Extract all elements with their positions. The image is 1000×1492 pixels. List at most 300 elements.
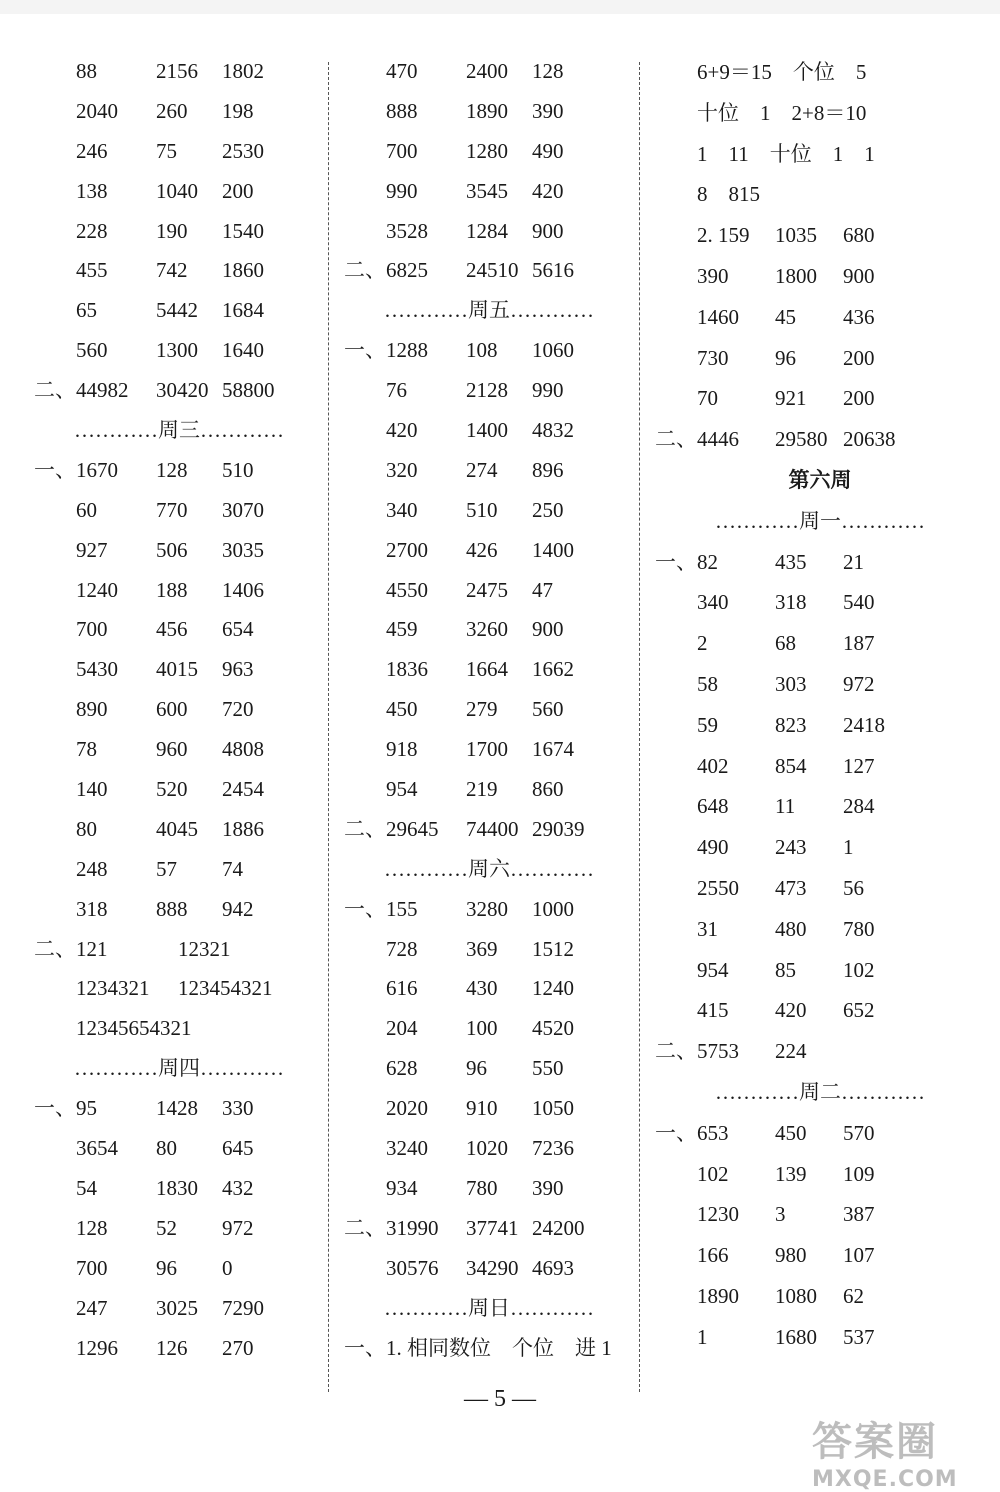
question-label: 二、 [655,1039,697,1064]
answer-row [655,297,985,338]
answer-value: 78 [76,737,97,762]
answer-value: 1240 [532,976,574,1001]
answer-row [344,610,634,650]
answer-value: 1700 [466,737,508,762]
answer-value: 58800 [222,378,275,403]
answer-value: 1540 [222,218,264,243]
answer-value: 980 [775,1243,807,1268]
answer-value: 204 [386,1016,418,1041]
answer-row [655,786,985,827]
answer-value: 1512 [532,936,574,961]
answer-value: 7236 [532,1136,574,1161]
answer-text: 十位 1 2+8＝10 [697,100,867,125]
answer-value: 972 [843,671,875,696]
answer-value: 415 [697,998,729,1023]
answer-value: 1080 [775,1283,817,1308]
answer-value: 1664 [466,657,508,682]
answer-value: 2400 [466,59,508,83]
answer-value: 1830 [156,1175,198,1200]
answer-row [655,582,985,623]
answer-row [344,92,634,132]
answer-value: 2128 [466,378,508,403]
answer-value: 219 [466,777,498,802]
answer-value: 390 [697,263,729,288]
answer-value: 3240 [386,1136,428,1161]
answer-row [344,930,634,970]
answer-value: 652 [843,998,875,1023]
answer-value: 2700 [386,537,428,562]
answer-value: 2550 [697,875,739,900]
answer-row [655,419,985,460]
answer-row [655,868,985,909]
answer-value: 44982 [76,378,129,403]
answer-value: 1406 [222,577,264,602]
answer-row [344,1129,634,1169]
answer-row [34,650,324,690]
answer-value: 918 [386,737,418,762]
answer-value: 318 [775,590,807,615]
answer-row [655,215,985,256]
answer-value: 888 [156,896,188,921]
answer-row [344,451,634,491]
watermark-line-1: 答案圈 [812,1419,938,1465]
answer-value: 3545 [466,178,508,203]
answer-row [655,746,985,787]
answer-value: 1050 [532,1096,574,1121]
answer-value: 7290 [222,1295,264,1320]
question-label: 二、 [655,427,697,452]
answer-value: 5616 [532,258,574,283]
section-header: …………周四………… [74,1056,284,1081]
page-number: — 5 — [464,1386,536,1412]
answer-value: 0 [222,1255,233,1280]
question-label: 二、 [34,378,76,403]
answer-value: 854 [775,753,807,778]
answer-row [34,969,324,1009]
answer-row [344,690,634,730]
section-header: …………周六………… [384,856,594,881]
answer-value: 284 [843,794,875,819]
answer-row [344,531,634,571]
answer-row [34,1009,324,1049]
answer-value: 74 [222,856,243,881]
answer-row [344,52,634,92]
answer-value: 96 [775,345,796,370]
answer-row [655,827,985,868]
answer-value: 432 [222,1175,254,1200]
answer-text: 8 815 [697,182,760,207]
answer-row [34,1209,324,1249]
answer-value: 65 [76,298,97,323]
answer-row [34,92,324,132]
answer-value: 228 [76,218,108,243]
answer-row [34,1089,324,1129]
answer-row [655,1113,985,1154]
answer-value: 1035 [775,223,817,248]
answer-value: 127 [843,753,875,778]
answer-value: 70 [697,386,718,411]
answer-row [344,331,634,371]
answer-value: 2530 [222,138,264,163]
section-header: …………周日………… [384,1295,594,1320]
answer-value: 450 [775,1120,807,1145]
answer-value: 1400 [532,537,574,562]
answer-value: 680 [843,223,875,248]
answer-value: 128 [532,59,564,83]
answer-value: 248 [76,856,108,881]
answer-value: 243 [775,835,807,860]
answer-value: 34290 [466,1255,519,1280]
answer-value: 76 [386,378,407,403]
answer-column-1 [34,52,324,1368]
answer-value: 540 [843,590,875,615]
answer-value: 188 [156,577,188,602]
answer-value: 3528 [386,218,428,243]
answer-value: 2156 [156,59,198,83]
answer-value: 435 [775,549,807,574]
question-label: 一、 [34,1096,76,1121]
answer-row [34,331,324,371]
answer-value: 954 [697,957,729,982]
answer-row [34,610,324,650]
answer-value: 1 [697,1324,708,1349]
answer-value: 279 [466,697,498,722]
answer-value: 1800 [775,263,817,288]
answer-row [34,770,324,810]
answer-value: 960 [156,737,188,762]
answer-value: 260 [156,98,188,123]
answer-value: 198 [222,98,254,123]
answer-value: 1296 [76,1335,118,1360]
answer-row [344,132,634,172]
answer-value: 140 [76,777,108,802]
answer-value: 3070 [222,497,264,522]
answer-value: 20638 [843,427,896,452]
section-header: …………周三………… [74,418,284,443]
answer-row [344,1009,634,1049]
answer-value: 550 [532,1056,564,1081]
answer-value: 560 [76,338,108,363]
answer-row [655,664,985,705]
answer-value: 2040 [76,98,118,123]
answer-value: 12345654321 [76,1016,192,1041]
answer-value: 247 [76,1295,108,1320]
answer-value: 250 [532,497,564,522]
answer-value: 37741 [466,1215,519,1240]
answer-value: 102 [697,1161,729,1186]
answer-value: 1460 [697,304,739,329]
answer-value: 2 [697,631,708,656]
question-label: 一、 [655,1120,697,1145]
answer-value: 570 [843,1120,875,1145]
scan-top-edge [0,0,1000,14]
answer-row [344,969,634,1009]
question-label: 二、 [34,936,76,961]
watermark-line-2: MXQE.COM [812,1467,958,1492]
answer-row [344,1329,634,1369]
answer-row [34,690,324,730]
answer-row [34,371,324,411]
answer-value: 68 [775,631,796,656]
answer-value: 96 [156,1255,177,1280]
answer-value: 730 [697,345,729,370]
answer-value: 896 [532,457,564,482]
answer-value: 900 [532,218,564,243]
answer-value: 95 [76,1096,97,1121]
answer-value: 6825 [386,258,428,283]
question-label: 二、 [344,1215,386,1240]
answer-value: 728 [386,936,418,961]
answer-value: 1662 [532,657,574,682]
answer-value: 1 [843,835,854,860]
answer-value: 1000 [532,896,574,921]
answer-row [34,1289,324,1329]
answer-row [655,1154,985,1195]
answer-value: 126 [156,1335,188,1360]
answer-value: 57 [156,856,177,881]
answer-value: 560 [532,697,564,722]
answer-row [34,890,324,930]
answer-row [344,1049,634,1089]
answer-value: 1300 [156,338,198,363]
answer-value: 4808 [222,737,264,762]
answer-value: 1640 [222,338,264,363]
answer-value: 720 [222,697,254,722]
answer-value: 85 [775,957,796,982]
column-divider-2 [639,62,640,1392]
answer-row [344,810,634,850]
answer-row [655,134,985,175]
answer-value: 102 [843,957,875,982]
answer-value: 274 [466,457,498,482]
answer-value: 62 [843,1283,864,1308]
answer-value: 88 [76,59,97,83]
answer-value: 31 [697,916,718,941]
answer-value: 420 [386,418,418,443]
answer-value: 369 [466,936,498,961]
answer-value: 1890 [466,98,508,123]
answer-value: 480 [775,916,807,941]
answer-value: 82 [697,549,718,574]
answer-row [655,909,985,950]
answer-value: 470 [386,59,418,83]
answer-row [344,411,634,451]
answer-value: 11 [775,794,796,819]
answer-value: 473 [775,875,807,900]
answer-row [344,571,634,611]
answer-value: 31990 [386,1215,439,1240]
answer-value: 30576 [386,1255,439,1280]
answer-row [34,531,324,571]
answer-value: 2. 159 [697,223,750,248]
answer-value: 490 [697,835,729,860]
answer-row [34,1329,324,1369]
answer-value: 654 [222,617,254,642]
answer-value: 648 [697,794,729,819]
answer-row [344,1209,634,1249]
answer-value: 2020 [386,1096,428,1121]
section-header: …………周二………… [715,1079,925,1104]
answer-value: 155 [386,896,418,921]
answer-value: 128 [156,457,188,482]
answer-value: 96 [466,1056,487,1081]
answer-value: 700 [76,1255,108,1280]
answer-value: 5442 [156,298,198,323]
answer-value: 390 [532,98,564,123]
answer-value: 456 [156,617,188,642]
answer-value: 890 [76,697,108,722]
answer-value: 700 [76,617,108,642]
answer-value: 128 [76,1215,108,1240]
answer-row [655,1317,985,1358]
answer-column-3 [655,52,985,1358]
answer-value: 927 [76,537,108,562]
answer-value: 1240 [76,577,118,602]
answer-value: 330 [222,1096,254,1121]
answer-value: 537 [843,1324,875,1349]
answer-row [344,650,634,690]
answer-row [655,378,985,419]
answer-row [655,1276,985,1317]
answer-text: 1. 相同数位 个位 进 1 [386,1335,612,1360]
answer-value: 29039 [532,816,585,841]
answer-value: 75 [156,138,177,163]
answer-value: 340 [697,590,729,615]
answer-row [655,623,985,664]
answer-value: 2475 [466,577,508,602]
answer-value: 430 [466,976,498,1001]
answer-row [655,1235,985,1276]
answer-value: 972 [222,1215,254,1240]
answer-value: 3025 [156,1295,198,1320]
week-title: 第六周 [788,467,852,492]
answer-value: 628 [386,1056,418,1081]
answer-value: 47 [532,577,553,602]
answer-row [655,174,985,215]
answer-value: 224 [775,1039,807,1064]
answer-value: 823 [775,712,807,737]
answer-value: 4045 [156,816,198,841]
answer-value: 123454321 [178,976,273,1001]
answer-row [344,491,634,531]
answer-value: 1860 [222,258,264,283]
answer-value: 616 [386,976,418,1001]
answer-value: 954 [386,777,418,802]
answer-value: 3280 [466,896,508,921]
answer-row [655,542,985,583]
answer-value: 1670 [76,457,118,482]
answer-row [655,1031,985,1072]
answer-value: 459 [386,617,418,642]
answer-row [34,730,324,770]
answer-value: 426 [466,537,498,562]
section-header: …………周一………… [715,508,925,533]
answer-row [344,770,634,810]
answer-value: 645 [222,1136,254,1161]
answer-value: 80 [156,1136,177,1161]
answer-row [34,451,324,491]
answer-value: 1802 [222,59,264,83]
answer-value: 420 [775,998,807,1023]
answer-row [344,1249,634,1289]
answer-value: 187 [843,631,875,656]
answer-value: 139 [775,1161,807,1186]
answer-row [34,291,324,331]
answer-value: 1836 [386,657,428,682]
answer-row [34,1129,324,1169]
answer-value: 387 [843,1202,875,1227]
answer-row [34,1169,324,1209]
answer-value: 700 [386,138,418,163]
answer-value: 770 [156,497,188,522]
answer-value: 1284 [466,218,508,243]
answer-value: 121 [76,936,108,961]
answer-value: 270 [222,1335,254,1360]
answer-value: 200 [843,386,875,411]
answer-value: 942 [222,896,254,921]
answer-value: 1400 [466,418,508,443]
answer-value: 900 [532,617,564,642]
answer-row [344,1089,634,1129]
answer-value: 200 [843,345,875,370]
answer-value: 990 [386,178,418,203]
answer-value: 29645 [386,816,439,841]
answer-value: 490 [532,138,564,163]
answer-value: 30420 [156,378,209,403]
answer-value: 436 [843,304,875,329]
question-label: 一、 [344,896,386,921]
answer-value: 80 [76,816,97,841]
answer-value: 420 [532,178,564,203]
answer-row [655,52,985,93]
answer-value: 934 [386,1175,418,1200]
answer-value: 59 [697,712,718,737]
answer-row [34,491,324,531]
answer-value: 450 [386,697,418,722]
answer-value: 58 [697,671,718,696]
answer-value: 1428 [156,1096,198,1121]
answer-value: 1288 [386,338,428,363]
answer-value: 320 [386,457,418,482]
answer-value: 3260 [466,617,508,642]
answer-row [34,571,324,611]
answer-value: 45 [775,304,796,329]
answer-value: 100 [466,1016,498,1041]
answer-value: 390 [532,1175,564,1200]
answer-row [34,810,324,850]
answer-value: 1020 [466,1136,508,1161]
answer-value: 303 [775,671,807,696]
answer-text: 1 11 十位 1 1 [697,141,875,166]
answer-value: 2418 [843,712,885,737]
answer-value: 5430 [76,657,118,682]
answer-value: 29580 [775,427,828,452]
answer-row [344,212,634,252]
answer-value: 963 [222,657,254,682]
answer-value: 4693 [532,1255,574,1280]
answer-value: 21 [843,549,864,574]
answer-value: 1674 [532,737,574,762]
answer-value: 600 [156,697,188,722]
answer-value: 138 [76,178,108,203]
question-label: 一、 [34,457,76,482]
answer-value: 246 [76,138,108,163]
answer-value: 1230 [697,1202,739,1227]
question-label: 一、 [344,338,386,363]
answer-value: 5753 [697,1039,739,1064]
answer-value: 888 [386,98,418,123]
answer-value: 3654 [76,1136,118,1161]
